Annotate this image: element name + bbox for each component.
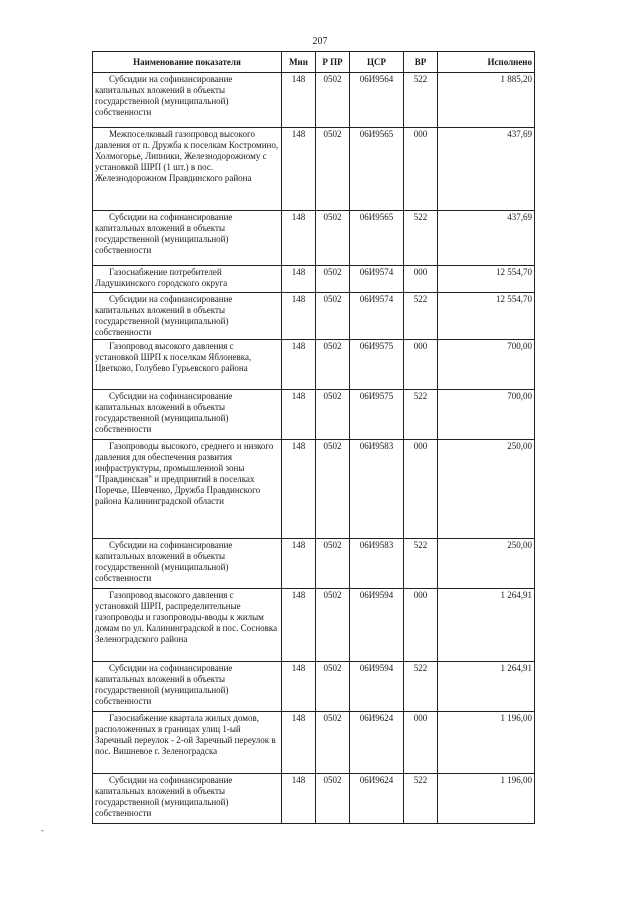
row-min-cell: 148: [282, 662, 316, 712]
page-number: 207: [312, 36, 328, 47]
table-row: [93, 774, 535, 824]
table-row: [93, 266, 535, 293]
row-vr-cell: 000: [404, 440, 438, 539]
row-name-cell: [93, 266, 282, 293]
row-name: Субсидии на софинансирование капитальных вложений в объекты государственной (муниципальной) собственности: [95, 74, 233, 117]
row-csr-cell: 06И9624: [350, 712, 404, 774]
table-row: [93, 128, 535, 211]
row-rpr-cell: 0502: [316, 340, 350, 390]
table-row: [93, 73, 535, 128]
row-executed-cell: 12 554,70: [438, 293, 535, 340]
row-rpr-cell: 0502: [316, 712, 350, 774]
row-vr-cell: 522: [404, 211, 438, 266]
row-executed-cell: 1 264,91: [438, 589, 535, 662]
table-row: [93, 712, 535, 774]
row-executed-cell: 437,69: [438, 128, 535, 211]
row-csr-cell: 06И9575: [350, 340, 404, 390]
header-executed: Исполнено: [438, 52, 535, 73]
row-vr-cell: 522: [404, 73, 438, 128]
row-vr-cell: 522: [404, 774, 438, 824]
row-csr-cell: 06И9583: [350, 440, 404, 539]
row-rpr-cell: 0502: [316, 390, 350, 440]
row-csr-cell: 06И9583: [350, 539, 404, 589]
row-executed-cell: 250,00: [438, 539, 535, 589]
table-row: [93, 390, 535, 440]
row-rpr-cell: 0502: [316, 293, 350, 340]
row-rpr-cell: 0502: [316, 440, 350, 539]
row-executed-cell: 1 885,20: [438, 73, 535, 128]
table-row: [93, 662, 535, 712]
row-min-cell: 148: [282, 266, 316, 293]
row-vr-cell: 000: [404, 128, 438, 211]
table-row: [93, 211, 535, 266]
row-min-cell: 148: [282, 340, 316, 390]
row-executed-cell: 700,00: [438, 340, 535, 390]
row-rpr-cell: 0502: [316, 774, 350, 824]
row-csr-cell: 06И9624: [350, 774, 404, 824]
row-vr-cell: 000: [404, 589, 438, 662]
row-csr-cell: 06И9574: [350, 266, 404, 293]
row-name: Межпоселковый газопровод высокого давления от п. Дружба к поселкам Костромино, Холмогорье, Липники, Железнодорожному с установкой ШРП (1 шт.) в пос. Железнодорожном Правдинского района: [95, 129, 279, 183]
row-csr-cell: 06И9574: [350, 293, 404, 340]
row-rpr-cell: 0502: [316, 211, 350, 266]
row-min-cell: 148: [282, 539, 316, 589]
row-executed-cell: 437,69: [438, 211, 535, 266]
table-row: [93, 340, 535, 390]
row-name: Субсидии на софинансирование капитальных вложений в объекты государственной (муниципальной) собственности: [95, 294, 233, 337]
row-name: Газопровод высокого давления с установкой ШРП к поселкам Яблоневка, Цветково, Голубево Гурьевского района: [95, 341, 252, 373]
row-executed-cell: 1 196,00: [438, 774, 535, 824]
row-name-cell: [93, 440, 282, 539]
row-name-cell: [93, 662, 282, 712]
row-name: Газоснабжение потребителей Ладушкинского городского округа: [95, 267, 228, 288]
header-rpr: Р ПР: [316, 52, 350, 73]
row-name-cell: [93, 128, 282, 211]
row-name-cell: [93, 73, 282, 128]
header-csr: ЦСР: [350, 52, 404, 73]
row-name-cell: [93, 539, 282, 589]
row-executed-cell: 1 196,00: [438, 712, 535, 774]
row-min-cell: 148: [282, 73, 316, 128]
row-min-cell: 148: [282, 712, 316, 774]
row-name: Газопроводы высокого, среднего и низкого давления для обеспечения развития инфраструктуры, промышленной зоны "Правдинская" и предприятий в поселках Поречье, Шевченко, Дружба Правдинского района Калининградской области: [95, 441, 274, 506]
row-name-cell: [93, 390, 282, 440]
row-rpr-cell: 0502: [316, 128, 350, 211]
row-min-cell: 148: [282, 589, 316, 662]
row-name: Субсидии на софинансирование капитальных вложений в объекты государственной (муниципальной) собственности: [95, 775, 233, 818]
row-csr-cell: 06И9565: [350, 211, 404, 266]
margin-mark: -: [41, 825, 44, 835]
row-name: Субсидии на софинансирование капитальных вложений в объекты государственной (муниципальной) собственности: [95, 212, 233, 255]
budget-table: [92, 51, 535, 824]
row-name-cell: [93, 774, 282, 824]
row-csr-cell: 06И9594: [350, 662, 404, 712]
header-vr: ВР: [404, 52, 438, 73]
row-name-cell: [93, 293, 282, 340]
row-min-cell: 148: [282, 390, 316, 440]
row-name-cell: [93, 712, 282, 774]
row-vr-cell: 522: [404, 662, 438, 712]
row-rpr-cell: 0502: [316, 539, 350, 589]
row-rpr-cell: 0502: [316, 266, 350, 293]
row-vr-cell: 000: [404, 712, 438, 774]
header-name: Наименование показателя: [93, 52, 282, 73]
row-rpr-cell: 0502: [316, 662, 350, 712]
table-row: [93, 293, 535, 340]
row-min-cell: 148: [282, 128, 316, 211]
row-vr-cell: 522: [404, 293, 438, 340]
table-row: [93, 440, 535, 539]
row-csr-cell: 06И9575: [350, 390, 404, 440]
table-header-row: [93, 52, 535, 73]
row-name: Субсидии на софинансирование капитальных вложений в объекты государственной (муниципальной) собственности: [95, 540, 233, 583]
row-executed-cell: 12 554,70: [438, 266, 535, 293]
table-row: [93, 589, 535, 662]
row-name: Субсидии на софинансирование капитальных вложений в объекты государственной (муниципальной) собственности: [95, 663, 233, 706]
row-executed-cell: 1 264,91: [438, 662, 535, 712]
row-min-cell: 148: [282, 211, 316, 266]
row-csr-cell: 06И9564: [350, 73, 404, 128]
row-rpr-cell: 0502: [316, 73, 350, 128]
row-vr-cell: 522: [404, 390, 438, 440]
row-name: Субсидии на софинансирование капитальных вложений в объекты государственной (муниципальной) собственности: [95, 391, 233, 434]
row-min-cell: 148: [282, 293, 316, 340]
row-executed-cell: 250,00: [438, 440, 535, 539]
row-min-cell: 148: [282, 774, 316, 824]
row-executed-cell: 700,00: [438, 390, 535, 440]
row-csr-cell: 06И9594: [350, 589, 404, 662]
row-vr-cell: 522: [404, 539, 438, 589]
row-vr-cell: 000: [404, 340, 438, 390]
row-name: Газопровод высокого давления с установкой ШРП, распределительные газопроводы и газопроводы-вводы к жилым домам по ул. Калининградской в пос. Сосновка Зеленоградского района: [95, 590, 278, 644]
row-vr-cell: 000: [404, 266, 438, 293]
row-name-cell: [93, 589, 282, 662]
row-rpr-cell: 0502: [316, 589, 350, 662]
row-name: Газоснабжение квартала жилых домов, расположенных в границах улиц 1-ый Заречный переулок - 2-ой Заречный переулок в пос. Вишневое г. Зеленоградска: [95, 713, 276, 756]
header-min: Мин: [282, 52, 316, 73]
row-min-cell: 148: [282, 440, 316, 539]
table-row: [93, 539, 535, 589]
row-csr-cell: 06И9565: [350, 128, 404, 211]
row-name-cell: [93, 211, 282, 266]
row-name-cell: [93, 340, 282, 390]
